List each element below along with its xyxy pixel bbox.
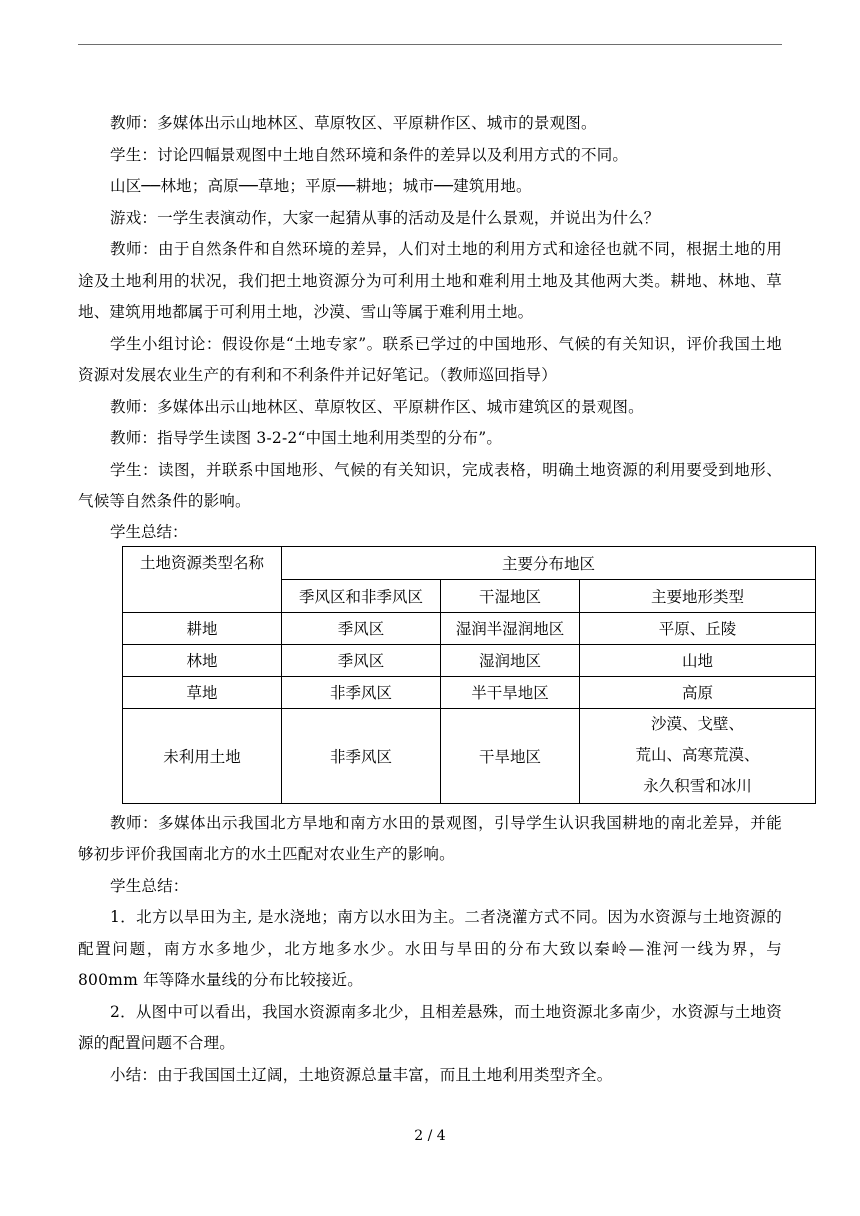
paragraph: 2．从图中可以看出，我国水资源南多北少，且相差悬殊，而土地资源北多南少，水资源与土地资源的配置问题不合理。 xyxy=(78,1002,782,1052)
cell: 季风区 xyxy=(282,612,441,644)
cell: 高原 xyxy=(580,676,816,708)
page-number: 2 / 4 xyxy=(414,1128,446,1144)
cell-line: 永久积雪和冰川 xyxy=(643,777,752,795)
cell: 湿润地区 xyxy=(441,644,580,676)
table-row xyxy=(123,612,816,644)
paragraph: 教师：多媒体出示我国北方旱地和南方水田的景观图，引导学生认识我国耕地的南北差异，并能够初步评价我国南北方的水土匹配对农业生产的影响。 xyxy=(78,813,782,863)
cell: 林地 xyxy=(123,644,282,676)
paragraph: 学生总结： xyxy=(110,876,189,895)
summary-label: 学生总结： xyxy=(110,522,188,541)
cell: 平原、丘陵 xyxy=(580,612,816,644)
cell-terrain-multiline xyxy=(580,708,816,803)
paragraph: 学生小组讨论：假设你是“土地专家”。联系已学过的中国地形、气候的有关知识，评价我国土地资源对发展农业生产的有利和不利条件并记好笔记。（教师巡回指导） xyxy=(78,334,782,384)
paragraph: 学生：读图，并联系中国地形、气候的有关知识，完成表格，明确土地资源的利用要受到地形、气候等自然条件的影响。 xyxy=(78,460,782,510)
header-type-name: 土地资源类型名称 xyxy=(123,546,282,612)
paragraph: 小结：由于我国国土辽阔，土地资源总量丰富，而且土地利用类型齐全。 xyxy=(110,1065,613,1084)
cell-line: 沙漠、戈壁、 xyxy=(650,715,744,733)
cell: 湿润半湿润地区 xyxy=(441,612,580,644)
cell: 季风区 xyxy=(282,644,441,676)
paragraph: 教师：多媒体出示山地林区、草原牧区、平原耕作区、城市的景观图。 xyxy=(110,114,597,132)
paragraph: 游戏：一学生表演动作，大家一起猜从事的活动及是什么景观，并说出为什么？ xyxy=(110,208,660,227)
cell: 未利用土地 xyxy=(123,708,282,803)
paragraph: 教师：指导学生读图 3-2-2“中国土地利用类型的分布”。 xyxy=(110,429,503,447)
paragraph: 1．北方以旱田为主, 是水浇地；南方以水田为主。二者浇灌方式不同。因为水资源与土地资源的配置问题，南方水多地少，北方地多水少。水田与旱田的分布大致以秦岭—淮河一线为界，与 800mm 年等降水量线的分布比较接近。 xyxy=(78,908,782,989)
cell: 非季风区 xyxy=(282,676,441,708)
cell: 草地 xyxy=(123,676,282,708)
header-moisture: 干湿地区 xyxy=(441,579,580,612)
header-monsoon: 季风区和非季风区 xyxy=(282,579,441,612)
table-row xyxy=(123,676,816,708)
cell-line: 荒山、高寒荒漠、 xyxy=(635,746,760,764)
paragraph: 学生：讨论四幅景观图中土地自然环境和条件的差异以及利用方式的不同。 xyxy=(110,145,629,164)
table-row xyxy=(123,708,816,803)
paragraph: 山区──林地；高原──草地；平原──耕地；城市──建筑用地。 xyxy=(110,177,532,195)
header-rule xyxy=(78,44,782,45)
table-row xyxy=(123,644,816,676)
cell: 山地 xyxy=(580,644,816,676)
paragraph: 教师：多媒体出示山地林区、草原牧区、平原耕作区、城市建筑区的景观图。 xyxy=(110,397,644,416)
paragraph: 教师：由于自然条件和自然环境的差异，人们对土地的利用方式和途径也就不同，根据土地的用途及土地利用的状况，我们把土地资源分为可利用土地和难利用土地及其他两大类。耕地、林地、草地、建筑用地都属于可利用土地，沙漠、雪山等属于难利用土地。 xyxy=(78,240,782,321)
cell: 半干旱地区 xyxy=(441,676,580,708)
cell: 非季风区 xyxy=(282,708,441,803)
cell: 干旱地区 xyxy=(441,708,580,803)
cell: 耕地 xyxy=(123,612,282,644)
header-terrain: 主要地形类型 xyxy=(580,579,816,612)
header-distribution: 主要分布地区 xyxy=(282,546,816,579)
land-resource-table xyxy=(122,546,816,804)
page-content xyxy=(78,108,782,1091)
